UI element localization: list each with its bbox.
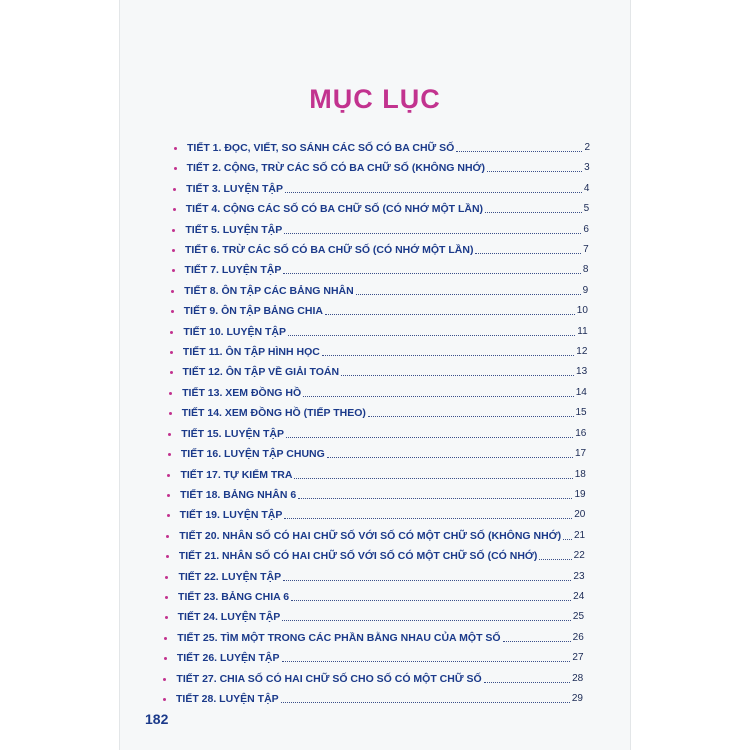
bullet-icon bbox=[167, 514, 170, 517]
dot-leader bbox=[298, 498, 572, 499]
bullet-icon bbox=[169, 412, 172, 415]
toc-entry-page: 12 bbox=[576, 346, 588, 358]
toc-entry-label: TIẾT 26. LUYỆN TẬP bbox=[176, 652, 280, 665]
toc-entry bbox=[180, 468, 585, 482]
dot-leader bbox=[356, 294, 581, 295]
bullet-icon bbox=[167, 474, 170, 477]
toc-entry-label: TIẾT 23. BẢNG CHIA 6 bbox=[178, 590, 290, 603]
toc-entry-label: TIẾT 10. LUYỆN TẬP bbox=[183, 325, 287, 338]
toc-entry-label: TIẾT 15. LUYỆN TẬP bbox=[181, 427, 284, 440]
bullet-icon bbox=[174, 167, 177, 170]
toc-entry-page: 7 bbox=[583, 244, 589, 256]
toc-entry-page: 5 bbox=[583, 203, 590, 215]
toc-entry-page: 8 bbox=[582, 264, 589, 276]
toc-entry-label: TIẾT 8. ÔN TẬP CÁC BẢNG NHÂN bbox=[184, 284, 354, 297]
toc-entry-page: 2 bbox=[584, 142, 590, 153]
bullet-icon bbox=[167, 494, 170, 497]
dot-leader bbox=[303, 396, 574, 397]
bullet-icon bbox=[165, 616, 168, 619]
toc-entry-label: TIẾT 6. TRỪ CÁC SỐ CÓ BA CHỮ SỐ (CÓ NHỚ MỘT LẦN) bbox=[184, 244, 474, 257]
toc-entry-label: TIẾT 25. TÌM MỘT TRONG CÁC PHẦN BẰNG NHAU CỦA MỘT SỐ bbox=[177, 631, 501, 644]
toc-entry bbox=[184, 304, 588, 318]
bullet-icon bbox=[172, 229, 175, 232]
toc-entry-page: 25 bbox=[572, 611, 585, 623]
dot-leader bbox=[282, 620, 571, 621]
toc-entry-label: TIẾT 2. CỘNG, TRỪ CÁC SỐ CÓ BA CHỮ SỐ (KHÔNG NHỚ) bbox=[186, 162, 485, 175]
dot-leader bbox=[284, 518, 572, 519]
toc-entry bbox=[176, 692, 583, 706]
bullet-icon bbox=[166, 555, 169, 558]
toc-entry-page: 18 bbox=[574, 468, 586, 480]
toc-entry bbox=[186, 182, 589, 196]
toc-entry bbox=[184, 284, 588, 298]
bullet-icon bbox=[165, 576, 168, 579]
toc-entry bbox=[187, 161, 590, 175]
dot-leader bbox=[327, 457, 573, 458]
bullet-icon bbox=[172, 249, 175, 252]
bullet-icon bbox=[171, 310, 174, 313]
toc-entry bbox=[182, 386, 587, 400]
toc-entry-page: 10 bbox=[576, 305, 588, 317]
toc-entry bbox=[178, 590, 584, 604]
bullet-icon bbox=[168, 433, 171, 436]
toc-entry-label: TIẾT 24. LUYỆN TẬP bbox=[177, 611, 281, 624]
bullet-icon bbox=[164, 657, 167, 660]
dot-leader bbox=[285, 192, 582, 193]
toc-entry-label: TIẾT 14. XEM ĐỒNG HỒ (TIẾP THEO) bbox=[181, 407, 366, 420]
toc-entry-page: 20 bbox=[574, 509, 586, 521]
toc-entry-page: 28 bbox=[572, 672, 584, 684]
toc-entry-label: TIẾT 28. LUYỆN TẬP bbox=[176, 693, 279, 705]
bullet-icon bbox=[174, 147, 177, 150]
toc-entry bbox=[183, 345, 587, 359]
toc-entry bbox=[186, 202, 589, 216]
dot-leader bbox=[368, 416, 574, 417]
bullet-icon bbox=[171, 290, 174, 293]
bullet-icon bbox=[166, 535, 169, 538]
toc-entry-label: TIẾT 4. CỘNG CÁC SỐ CÓ BA CHỮ SỐ (CÓ NHỚ MỘT LẦN) bbox=[185, 203, 484, 216]
toc-entry-page: 23 bbox=[573, 570, 585, 582]
toc-entry-page: 14 bbox=[575, 386, 587, 398]
toc-entry-label: TIẾT 18. BẢNG NHÂN 6 bbox=[180, 488, 297, 501]
bullet-icon bbox=[169, 392, 172, 395]
dot-leader bbox=[539, 559, 571, 560]
toc-entry-page: 26 bbox=[572, 631, 584, 643]
toc-entry bbox=[178, 570, 584, 584]
toc-entry-page: 3 bbox=[584, 162, 590, 174]
toc-entry-label: TIẾT 16. LUYỆN TẬP CHUNG bbox=[180, 448, 325, 461]
dot-leader bbox=[282, 661, 571, 662]
dot-leader bbox=[563, 539, 572, 540]
dot-leader bbox=[456, 151, 582, 152]
toc-entry-label: TIẾT 13. XEM ĐỒNG HỒ bbox=[182, 386, 302, 399]
toc-entry bbox=[187, 141, 590, 155]
toc-entry bbox=[182, 406, 587, 420]
toc-entry bbox=[180, 488, 586, 502]
dot-leader bbox=[322, 355, 574, 356]
dot-leader bbox=[284, 233, 581, 234]
dot-leader bbox=[288, 335, 575, 336]
toc-entry-page: 6 bbox=[583, 223, 589, 235]
toc-entry-label: TIẾT 19. LUYỆN TẬP bbox=[179, 509, 283, 522]
toc-entry-label: TIẾT 3. LUYỆN TẬP bbox=[186, 182, 284, 195]
toc-entry-page: 17 bbox=[574, 448, 587, 460]
toc-entry-page: 4 bbox=[583, 182, 590, 194]
toc-entry-label: TIẾT 7. LUYỆN TẬP bbox=[184, 264, 282, 277]
toc-entry-page: 11 bbox=[577, 325, 588, 337]
toc-entry bbox=[178, 610, 584, 624]
dot-leader bbox=[487, 171, 582, 172]
toc-entry-label: TIẾT 11. ÔN TẬP HÌNH HỌC bbox=[182, 346, 320, 359]
toc-entry-label: TIẾT 1. ĐỌC, VIẾT, SO SÁNH CÁC SỐ CÓ BA CHỮ SỐ bbox=[187, 142, 455, 154]
dot-leader bbox=[484, 682, 570, 683]
dot-leader bbox=[283, 580, 571, 581]
toc-entry-label: TIẾT 27. CHIA SỐ CÓ HAI CHỮ SỐ CHO SỐ CÓ MỘT CHỮ SỐ bbox=[176, 672, 482, 685]
toc-entry-label: TIẾT 20. NHÂN SỐ CÓ HAI CHỮ SỐ VỚI SỐ CÓ MỘT CHỮ SỐ (KHÔNG NHỚ) bbox=[179, 529, 562, 542]
toc-entry-page: 15 bbox=[575, 407, 587, 419]
bullet-icon bbox=[170, 371, 173, 374]
dot-leader bbox=[503, 641, 571, 642]
toc-entry bbox=[177, 651, 584, 665]
toc-entry bbox=[183, 365, 588, 379]
dot-leader bbox=[291, 600, 571, 601]
dot-leader bbox=[325, 314, 575, 315]
toc-entry bbox=[185, 243, 589, 257]
toc-entry bbox=[176, 672, 583, 686]
toc-entry bbox=[181, 427, 586, 441]
bullet-icon bbox=[173, 188, 176, 191]
dot-leader bbox=[283, 273, 580, 274]
toc-entry-label: TIẾT 17. TỰ KIỂM TRA bbox=[180, 468, 293, 481]
toc-entry-page: 22 bbox=[573, 550, 585, 562]
toc-entry-page: 27 bbox=[572, 652, 584, 664]
dot-leader bbox=[475, 253, 581, 254]
bullet-icon bbox=[173, 208, 176, 211]
toc-entry bbox=[179, 549, 585, 563]
bullet-icon bbox=[165, 596, 168, 599]
toc-entry-page: 29 bbox=[571, 693, 583, 704]
page-number: 182 bbox=[145, 711, 169, 727]
bullet-icon bbox=[168, 453, 171, 456]
bullet-icon bbox=[163, 698, 166, 701]
bullet-icon bbox=[172, 269, 175, 272]
toc-entry bbox=[180, 508, 586, 522]
toc-entry bbox=[179, 529, 585, 543]
bullet-icon bbox=[170, 351, 173, 354]
toc-entry-page: 19 bbox=[574, 488, 586, 500]
toc-entry bbox=[181, 447, 586, 461]
dot-leader bbox=[294, 478, 572, 479]
toc-entry-page: 21 bbox=[573, 529, 586, 541]
toc-entry-page: 24 bbox=[573, 590, 585, 602]
toc-entry bbox=[177, 631, 584, 645]
toc-entry-page: 13 bbox=[576, 366, 588, 378]
toc-entry bbox=[185, 223, 589, 237]
toc-entry-page: 16 bbox=[575, 427, 587, 439]
dot-leader bbox=[485, 212, 582, 213]
toc-entry-label: TIẾT 21. NHÂN SỐ CÓ HAI CHỮ SỐ VỚI SỐ CÓ MỘT CHỮ SỐ (CÓ NHỚ) bbox=[178, 550, 538, 563]
page-title: MỤC LỤC bbox=[309, 84, 441, 114]
toc-entry-label: TIẾT 12. ÔN TẬP VỀ GIẢI TOÁN bbox=[182, 366, 340, 379]
bullet-icon bbox=[163, 678, 166, 681]
toc-entry bbox=[185, 263, 589, 277]
dot-leader bbox=[286, 437, 573, 438]
toc-entry-label: TIẾT 5. LUYỆN TẬP bbox=[185, 223, 283, 236]
toc-entry bbox=[183, 325, 587, 339]
dot-leader bbox=[281, 702, 570, 703]
toc-entry-page: 9 bbox=[582, 284, 589, 296]
dot-leader bbox=[341, 375, 574, 376]
toc-entry-label: TIẾT 9. ÔN TẬP BẢNG CHIA bbox=[183, 305, 323, 318]
bullet-icon bbox=[164, 637, 167, 640]
bullet-icon bbox=[170, 331, 173, 334]
toc-entry-label: TIẾT 22. LUYỆN TẬP bbox=[178, 570, 282, 583]
